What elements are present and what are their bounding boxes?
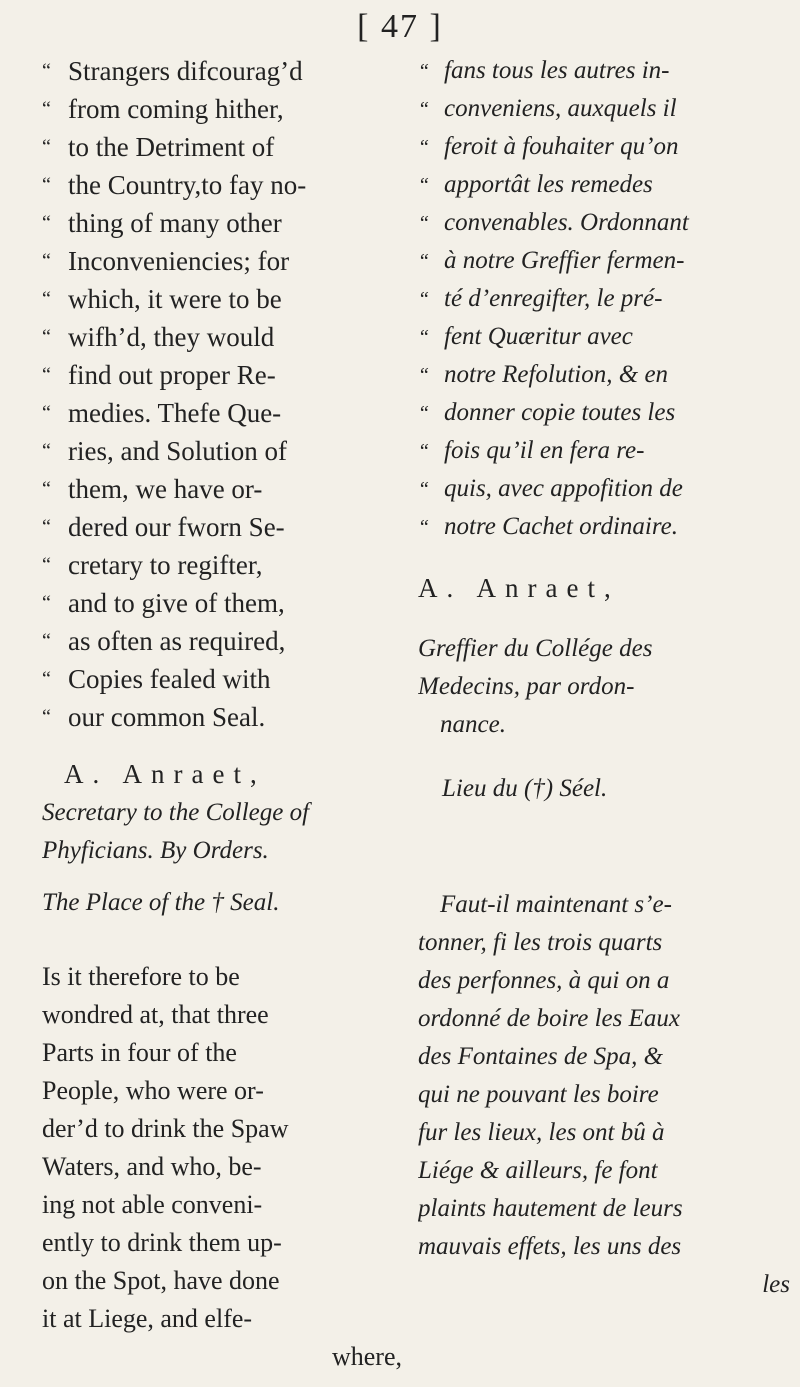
quoted-line: “ notre Refolution, & en [418,361,669,388]
quoted-line: “ them, we have or- [42,474,263,504]
french-quoted-block [418,52,790,546]
signature-name: A. Anraet, [418,573,620,603]
page-number: [ 47 ] [357,8,443,45]
paragraph-line: tonner, fi les trois quarts [418,929,663,956]
quoted-line: “ fans tous les autres in- [418,57,670,84]
signature-title-line: Medecins, par ordon- [418,673,635,700]
paragraph-line: der’d to drink the Spaw [42,1114,289,1143]
paragraph-line: ing not able conveni- [42,1190,263,1219]
quoted-line: “ feroit à fouhaiter qu’on [418,133,679,160]
quoted-line: “ té d’enregifter, le pré- [418,285,663,312]
english-paragraph [42,958,402,1376]
quoted-line: “ the Country,to fay no- [42,170,307,200]
paragraph-line: Faut-il maintenant s’e- [440,891,672,918]
signature-title-line: Greffier du Collége des [418,635,653,662]
quoted-line: “ cretary to regifter, [42,550,263,580]
quoted-line: “ Strangers difcourag’d [42,56,303,86]
paragraph-line: Liége & ailleurs, fe font [418,1157,658,1184]
quoted-line: “ wifh’d, they would [42,322,275,352]
paragraph-line: des perfonnes, à qui on a [418,967,670,994]
quoted-line: “ ries, and Solution of [42,436,287,466]
quoted-line: “ thing of many other [42,208,282,238]
quoted-line: “ as often as required, [42,626,286,656]
paragraph-line: ently to drink them up- [42,1228,282,1257]
signature-title-line: nance. [440,711,506,738]
paragraph-line: wondred at, that three [42,1000,269,1029]
quoted-line: “ Copies fealed with [42,664,271,694]
paragraph-line: mauvais effets, les uns des [418,1233,682,1260]
paragraph-line: plaints hautement de leurs [418,1195,683,1222]
paragraph-line: where, [331,1342,402,1371]
seal-place: The Place of the † Seal. [42,889,280,916]
paragraph-line: it at Liege, and elfe- [42,1304,253,1333]
quoted-line: “ fois qu’il en fera re- [418,437,645,464]
quoted-line: “ fent Quæritur avec [418,323,633,350]
english-quoted-block [42,52,402,736]
paragraph-line: Waters, and who, be- [42,1152,262,1181]
quoted-line: “ donner copie toutes les [418,399,676,426]
seal-place: Lieu du (†) Séel. [442,775,608,802]
quoted-line: “ à notre Greffier fermen- [418,247,685,274]
paragraph-line: ordonné de boire les Eaux [418,1005,680,1032]
french-column [418,52,790,1304]
paragraph-line: Is it therefore to be [42,962,240,991]
quoted-line: “ medies. Thefe Que- [42,398,282,428]
paragraph-line: des Fontaines de Spa, & [418,1043,664,1070]
paragraph-line: les [762,1271,790,1298]
signature-name: A. Anraet, [64,759,266,789]
quoted-line: “ conveniens, auxquels il [418,95,677,122]
paragraph-line: on the Spot, have done [42,1266,280,1295]
quoted-line: “ quis, avec appofition de [418,475,683,502]
quoted-line: “ find out proper Re- [42,360,276,390]
quoted-line: “ Inconveniencies; for [42,246,290,276]
quoted-line: “ our common Seal. [42,702,266,732]
signature-title-line: Secretary to the College of [42,799,310,826]
quoted-line: “ which, it were to be [42,284,282,314]
paragraph-line: People, who were or- [42,1076,264,1105]
paragraph-line: Parts in four of the [42,1038,237,1067]
english-column [42,52,402,1376]
quoted-line: “ notre Cachet ordinaire. [418,513,678,540]
paragraph-line: qui ne pouvant les boire [418,1081,659,1108]
french-paragraph [418,886,790,1304]
quoted-line: “ dered our fworn Se- [42,512,285,542]
quoted-line: “ to the Detriment of [42,132,275,162]
quoted-line: “ convenables. Ordonnant [418,209,689,236]
signature-title-line: Phyficians. By Orders. [42,837,269,864]
quoted-line: “ and to give of them, [42,588,285,618]
paragraph-line: fur les lieux, les ont bû à [418,1119,665,1146]
quoted-line: “ apportât les remedes [418,171,653,198]
quoted-line: “ from coming hither, [42,94,284,124]
